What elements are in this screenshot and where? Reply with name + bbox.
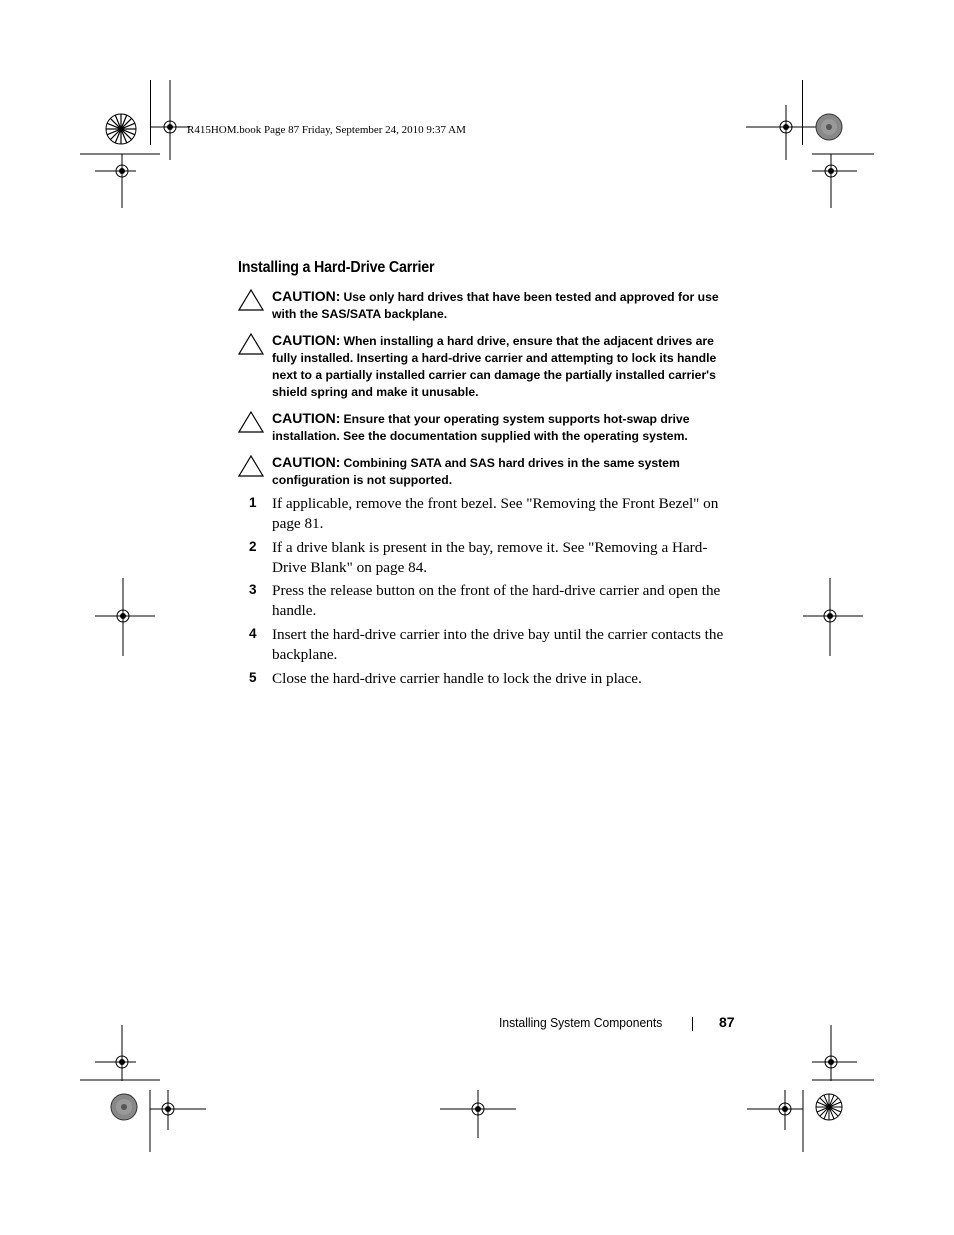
crop-line: [802, 80, 803, 145]
caution-label: CAUTION:: [272, 332, 341, 348]
step-text: Press the release button on the front of the hard-drive carrier and open the handle.: [272, 582, 721, 619]
caution-text: When installing a hard drive, ensure that the adjacent drives are fully installed. Inserting a hard-drive carrier and attempting to lock its handle next to a partially installed carrier can damage the partially installed carrier's shield spring and make it unusable.: [272, 334, 717, 399]
registration-wheel-icon: [815, 1093, 843, 1121]
registration-wheel-icon: [815, 113, 843, 141]
caution-text: Use only hard drives that have been tested and approved for use with the SAS/SATA backplane.: [272, 290, 719, 321]
section-heading: Installing a Hard-Drive Carrier: [238, 259, 435, 276]
caution-label: CAUTION:: [272, 454, 341, 470]
step-text: If applicable, remove the front bezel. See "Removing the Front Bezel" on page 81.: [272, 495, 719, 532]
footer-section-title: Installing System Components: [499, 1015, 663, 1030]
crop-line: [150, 80, 151, 145]
caution-triangle-icon: [238, 455, 264, 477]
crosshair-icon: [746, 80, 826, 160]
crosshair-icon: [80, 152, 160, 210]
crosshair-icon: [130, 1090, 206, 1152]
step-text: If a drive blank is present in the bay, remove it. See "Removing a Hard-Drive Blank" on page 84.: [272, 539, 708, 576]
step-number: 2: [249, 539, 257, 554]
page-number: 87: [719, 1014, 735, 1030]
crosshair-icon: [95, 578, 155, 656]
step-number: 4: [249, 626, 257, 641]
print-slug: R415HOM.book Page 87 Friday, September 24, 2010 9:37 AM: [187, 124, 466, 136]
step-number: 3: [249, 582, 257, 597]
step-text: Close the hard-drive carrier handle to lock the drive in place.: [272, 670, 642, 687]
crosshair-icon: [747, 1090, 807, 1152]
crosshair-icon: [803, 578, 863, 656]
crosshair-icon: [812, 1025, 874, 1083]
registration-wheel-icon: [105, 113, 137, 145]
caution-label: CAUTION:: [272, 410, 341, 426]
crosshair-icon: [440, 1090, 516, 1140]
step-text: Insert the hard-drive carrier into the drive bay until the carrier contacts the backplane.: [272, 626, 724, 663]
caution-text: Combining SATA and SAS hard drives in the same system configuration is not supported.: [272, 456, 680, 487]
caution-triangle-icon: [238, 411, 264, 433]
step-number: 5: [249, 670, 257, 685]
footer-divider: [692, 1017, 693, 1031]
step-number: 1: [249, 495, 257, 510]
crosshair-icon: [80, 1025, 160, 1083]
caution-triangle-icon: [238, 289, 264, 311]
crosshair-icon: [150, 80, 190, 160]
crosshair-icon: [812, 152, 874, 210]
caution-triangle-icon: [238, 333, 264, 355]
caution-label: CAUTION:: [272, 288, 341, 304]
caution-text: Ensure that your operating system supports hot-swap drive installation. See the documentation supplied with the operating system.: [272, 412, 690, 443]
